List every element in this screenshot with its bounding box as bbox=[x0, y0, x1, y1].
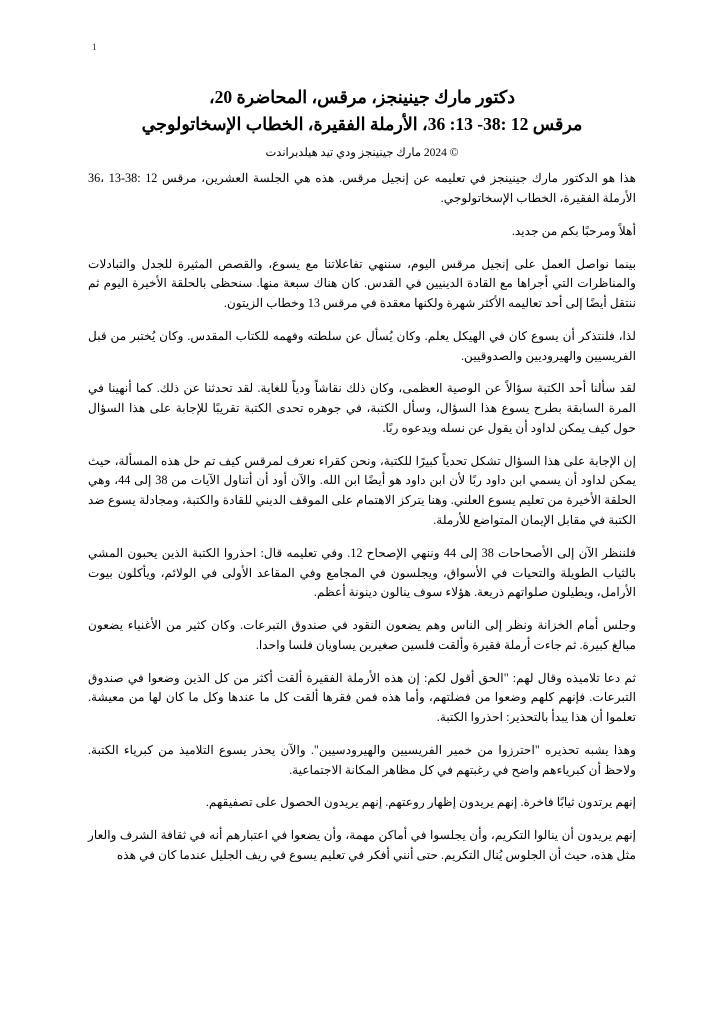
paragraph-great-commandment: لقد سألنا أحد الكتبة سؤالاً عن الوصية العظمى، وكان ذلك نقاشاً ودياً للغاية. لقد تحدثنا عن ذلك. كما أنهينا في المرة السابقة بطرح يسوع هذا السؤال، وسأل الكتبة، في جوهره تحدى الكتبة تقريبًا للإجابة على هذا السؤال حول كيف يمكن لداود أن يقول عن نسله ويدعوه ربًا. bbox=[88, 381, 636, 435]
paragraph-jesus-saying: ثم دعا تلاميذه وقال لهم: "الحق أقول لكم: إن هذه الأرملة الفقيرة ألقت أكثر من كل الذين وضعوا في صندوق التبرعات. فإنهم كلهم وضعوا من فضلتهم، وأما هذه فمن فقرها ألقت كل ما عندها وكل ما كان لها من معيشة. تعلموا أن هذا يبدأ بالتحذير: احذروا الكتبة. bbox=[88, 670, 636, 725]
paragraph-david-son-question: إن الإجابة على هذا السؤال تشكل تحدياً كبيرًا للكتبة، ونحن كقراء نعرف لمرقس كيف تم حل هذه المسألة، حيث يمكن لداود أن يسمي ابن داود ربًا لأن ابن داود هو أيضًا ابن الله. والآن أود أن أتناول الآيات من 38 إلى 44، وهي الحلقة الأخيرة من تعليم يسوع العلني. وهنا يتركز الاهتمام على الموقف الديني للقادة والكتبة، ومجادلة يسوع ضد الكتبة في مقابل الإيمان المتواضع للأرملة. bbox=[88, 453, 636, 527]
page-title-line-2: مرقس 12 :38- 13: 36، الأرملة الفقيرة، الخطاب الإسخاتولوجي bbox=[141, 114, 583, 135]
paragraph-treasury-scene: وجلس أمام الخزانة ونظر إلى الناس وهم يضعون النقود في صندوق التبرعات. وكان كثير من الأغنياء يضعون مبالغ كبيرة. ثم جاءت أرملة فقيرة وألقت فلسين صغيرين يساويان فلسا واحدا. bbox=[88, 618, 636, 652]
paragraph-context-episode: بينما نواصل العمل على إنجيل مرقس اليوم، سننهي تفاعلاتنا مع يسوع، والقصص المثيرة للجدل والتبادلات والمناظرات التي أجراها مع القادة الدينيين في القدس. كان هناك سبعة منها. سنحظى بالحلقة الأخيرة اليوم ثم ننتقل أيضًا إلى أحد تعاليمه الأكثر شهرة ولكنها معقدة في مرقس 13 وخطاب الزيتون. bbox=[88, 256, 636, 311]
page-number: 1 bbox=[92, 42, 97, 52]
paragraph-leaven-warning: وهذا يشبه تحذيره "احترزوا من خمير الفريسيين والهيرودسيين". والآن يحذر يسوع التلاميذ من كبرياء الكتبة. ولاحظ أن كبرياءهم واضح في رغبتهم في كل مظاهر المكانة الاجتماعية. bbox=[88, 742, 636, 777]
page-title bbox=[88, 84, 636, 138]
paragraph-temple-authority: لذا، فلنتذكر أن يسوع كان في الهيكل يعلم. وكان يُسأل عن سلطته وفهمه للكتاب المقدس. وكان يُختبر من قبل الفريسيين والهيروديين والصدوقيين. bbox=[88, 328, 636, 363]
copyright-byline: © 2024 مارك جينينجز ودي تيد هيلدبراندت bbox=[265, 147, 459, 160]
paragraph-honor-shame: إنهم يريدون أن ينالوا التكريم، وأن يجلسوا في أماكن مهمة، وأن يضعوا في اعتبارهم أنه في ثقافة الشرف والعار مثل هذه، حيث أن الجلوس يُنال التكريم. حتى أنني أفكر في تعليم يسوع في ريف الجليل عندما كان في هذه bbox=[88, 828, 636, 862]
paragraph-intro-greeting-2: أهلاً ومرحبًا بكم من جديد. bbox=[511, 223, 636, 238]
paragraph-mark-12-38-44: فلننظر الآن إلى الأصحاحات 38 إلى 44 وننهي الإصحاح 12. وفي تعليمه قال: احذروا الكتبة الذين يحبون المشي بالثياب الطويلة والتحيات في الأسواق، ويجلسون في المجامع وفي المقاعد الأولى في الولائم، ويأكلون بيوت الأرامل، ويطيلون صلواتهم ذريعة. هؤلاء سوف ينالون دينونة أعظم. bbox=[88, 545, 636, 600]
document-body bbox=[88, 169, 636, 865]
page-title-line-1: دكتور مارك جينينجز، مرقس، المحاضرة 20، bbox=[208, 87, 516, 107]
paragraph-robes-honor: إنهم يرتدون ثيابًا فاخرة. إنهم يريدون إظهار روعتهم. إنهم يريدون الحصول على تصفيقهم. bbox=[205, 795, 636, 810]
paragraph-intro-greeting-1: هذا هو الدكتور مارك جينينجز في تعليمه عن إنجيل مرقس. هذه هي الجلسة العشرين، مرقس 12 :38-13 ،36 الأرملة الفقيرة، الخطاب الإسخاتولوجي. bbox=[88, 171, 637, 206]
